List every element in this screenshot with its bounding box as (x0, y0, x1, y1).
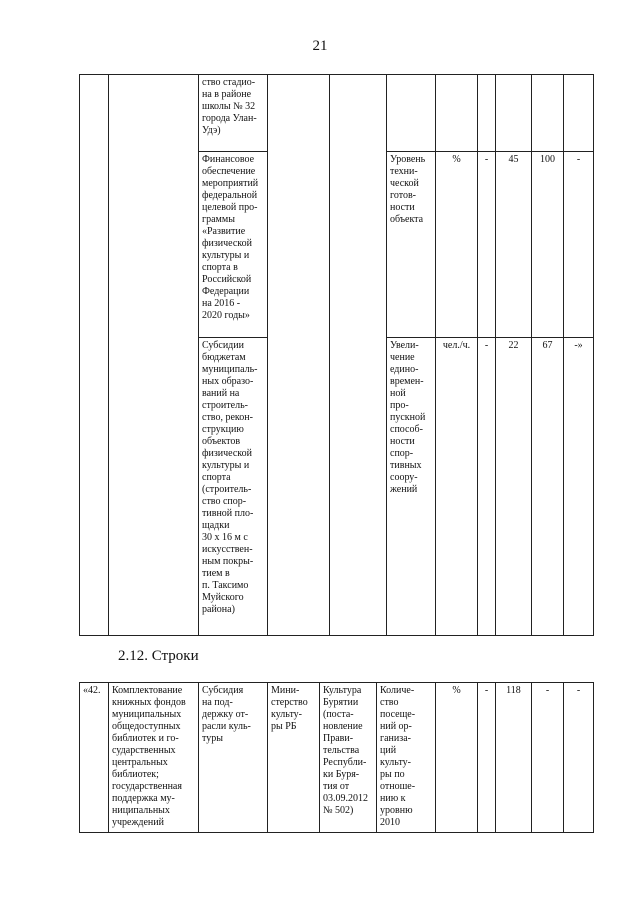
table-row (80, 683, 594, 833)
program-table-continued (79, 74, 594, 636)
cell-value: - (478, 683, 496, 833)
cell-unit: % (436, 152, 478, 338)
cell-unit: % (436, 683, 478, 833)
cell-name (109, 75, 199, 636)
cell-value: 45 (496, 152, 532, 338)
cell-value: - (478, 338, 496, 636)
cell-unit: чел./ч. (436, 338, 478, 636)
cell-executor: Мини- стерство культу- ры РБ (268, 683, 320, 833)
cell-event: Субсидии бюджетам муниципаль- ных образо- ваний на строитель- ство, рекон- струкцию объектов физической культуры и спорта (строитель- ство спор- тивной пло- щадки 30 x 16 м с искусствен- ным покры- тием в п. Таксимо Муйского района) (199, 338, 268, 636)
cell-num (80, 75, 109, 636)
cell-name: Комплектование книжных фондов муниципальных общедоступных библиотек и го- сударственных центральных библиотек; государственная поддержка му- ниципальных учреждений (109, 683, 199, 833)
cell-value: - (478, 152, 496, 338)
cell-value: 67 (532, 338, 564, 636)
cell-indicator: Увели- чение едино- времен- ной про- пускной способ- ности спор- тивных соору- жений (387, 338, 436, 636)
cell-executor (268, 75, 330, 636)
cell-indicator: Количе- ство посеще- ний ор- ганиза- ций культу- ры по отноше- нию к уровню 2010 (377, 683, 436, 833)
cell-value (496, 75, 532, 152)
cell-unit (436, 75, 478, 152)
cell-event: Финансовое обеспечение мероприятий федеральной целевой про- граммы «Развитие физической культуры и спорта в Российской Федерации на 2016 - 2020 годы» (199, 152, 268, 338)
program-table-new-rows (79, 682, 594, 833)
cell-document: Культура Бурятии (поста- новление Прави- тельства Республи- ки Буря- тия от 03.09.2012 № 502) (320, 683, 377, 833)
cell-value (478, 75, 496, 152)
cell-value: 118 (496, 683, 532, 833)
page-number: 21 (312, 38, 328, 54)
cell-value: - (564, 683, 594, 833)
cell-value (532, 75, 564, 152)
cell-num: «42. (80, 683, 109, 833)
cell-event: ство стадио- на в районе школы № 32 города Улан- Удэ) (199, 75, 268, 152)
table-row (80, 75, 594, 152)
cell-document (330, 75, 387, 636)
cell-value: -» (564, 338, 594, 636)
cell-indicator (387, 75, 436, 152)
cell-indicator: Уровень техни- ческой готов- ности объекта (387, 152, 436, 338)
cell-value (564, 75, 594, 152)
cell-value: 100 (532, 152, 564, 338)
cell-value: - (564, 152, 594, 338)
cell-event: Субсидия на под- держку от- расли куль- туры (199, 683, 268, 833)
cell-value: - (532, 683, 564, 833)
section-heading: 2.12. Строки (118, 648, 199, 664)
cell-value: 22 (496, 338, 532, 636)
